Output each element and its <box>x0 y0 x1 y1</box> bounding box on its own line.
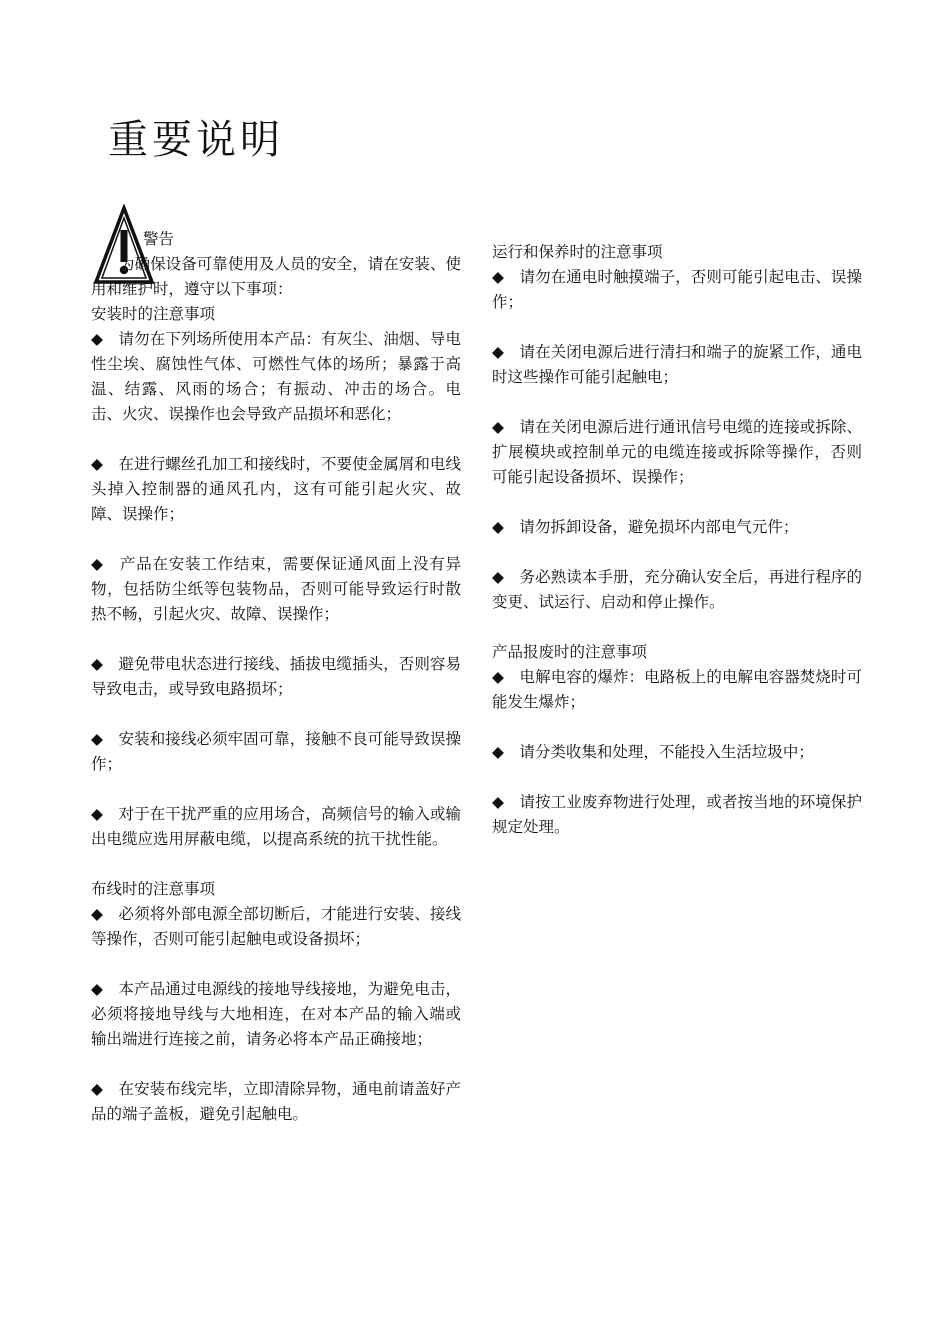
install-item: ◆ 产品在安装工作结束，需要保证通风面上没有异物，包括防尘纸等包装物品，否则可能导致运行时散热不畅，引起火灾、故障、误操作； <box>91 555 461 623</box>
install-item: ◆ 安装和接线必须牢固可靠，接触不良可能导致误操作； <box>91 730 461 773</box>
operation-item: ◆ 请勿在通电时触摸端子，否则可能引起电击、误操作； <box>492 268 862 311</box>
install-item: ◆ 避免带电状态进行接线、插拔电缆插头，否则容易导致电击，或导致电路损坏； <box>91 655 461 698</box>
operation-item: ◆ 请勿拆卸设备，避免损坏内部电气元件； <box>492 518 799 536</box>
wiring-item: ◆ 本产品通过电源线的接地导线接地，为避免电击，必须将接地导线与大地相连，在对本产品的输入端或输出端进行连接之前，请务必将本产品正确接地； <box>91 980 461 1048</box>
disposal-item: ◆ 请按工业废弃物进行处理，或者按当地的环境保护规定处理。 <box>492 793 862 836</box>
wiring-item: ◆ 在安装布线完毕，立即清除异物，通电前请盖好产品的端子盖板，避免引起触电。 <box>91 1080 461 1123</box>
wiring-heading: 布线时的注意事项 <box>91 880 216 898</box>
wiring-item: ◆ 必须将外部电源全部切断后，才能进行安装、接线等操作，否则可能引起触电或设备损坏； <box>91 905 461 948</box>
disposal-item: ◆ 电解电容的爆炸：电路板上的电解电容器焚烧时可能发生爆炸； <box>492 668 862 711</box>
disposal-item: ◆ 请分类收集和处理，不能投入生活垃圾中； <box>492 743 814 761</box>
disposal-heading: 产品报废时的注意事项 <box>492 643 648 661</box>
operation-heading: 运行和保养时的注意事项 <box>492 243 663 261</box>
operation-item: ◆ 请在关闭电源后进行通讯信号电缆的连接或拆除、扩展模块或控制单元的电缆连接或拆除等操作，否则可能引起设备损坏、误操作； <box>492 418 862 486</box>
left-column <box>91 227 461 1127</box>
operation-item: ◆ 务必熟读本手册，充分确认安全后，再进行程序的变更、试运行、启动和停止操作。 <box>492 568 862 611</box>
install-item: ◆ 对于在干扰严重的应用场合，高频信号的输入或输出电缆应选用屏蔽电缆，以提高系统的抗干扰性能。 <box>91 805 461 848</box>
install-heading: 安装时的注意事项 <box>91 305 216 323</box>
operation-item: ◆ 请在关闭电源后进行清扫和端子的旋紧工作，通电时这些操作可能引起触电； <box>492 343 862 386</box>
install-item: ◆ 请勿在下列场所使用本产品：有灰尘、油烟、导电性尘埃、腐蚀性气体、可燃性气体的场所；暴露于高温、结露、风雨的场合；有振动、冲击的场合。电击、火灾、误操作也会导致产品损坏和恶化； <box>91 330 461 423</box>
page-title: 重要说明 <box>108 117 284 163</box>
warning-heading: 警告 <box>143 230 175 248</box>
warning-intro: 为确保设备可靠使用及人员的安全，请在安装、使用和维护时，遵守以下事项： <box>91 255 461 298</box>
install-item: ◆ 在进行螺丝孔加工和接线时，不要使金属屑和电线头掉入控制器的通风孔内，这有可能引起火灾、故障、误操作； <box>91 455 461 523</box>
right-column <box>492 240 862 840</box>
